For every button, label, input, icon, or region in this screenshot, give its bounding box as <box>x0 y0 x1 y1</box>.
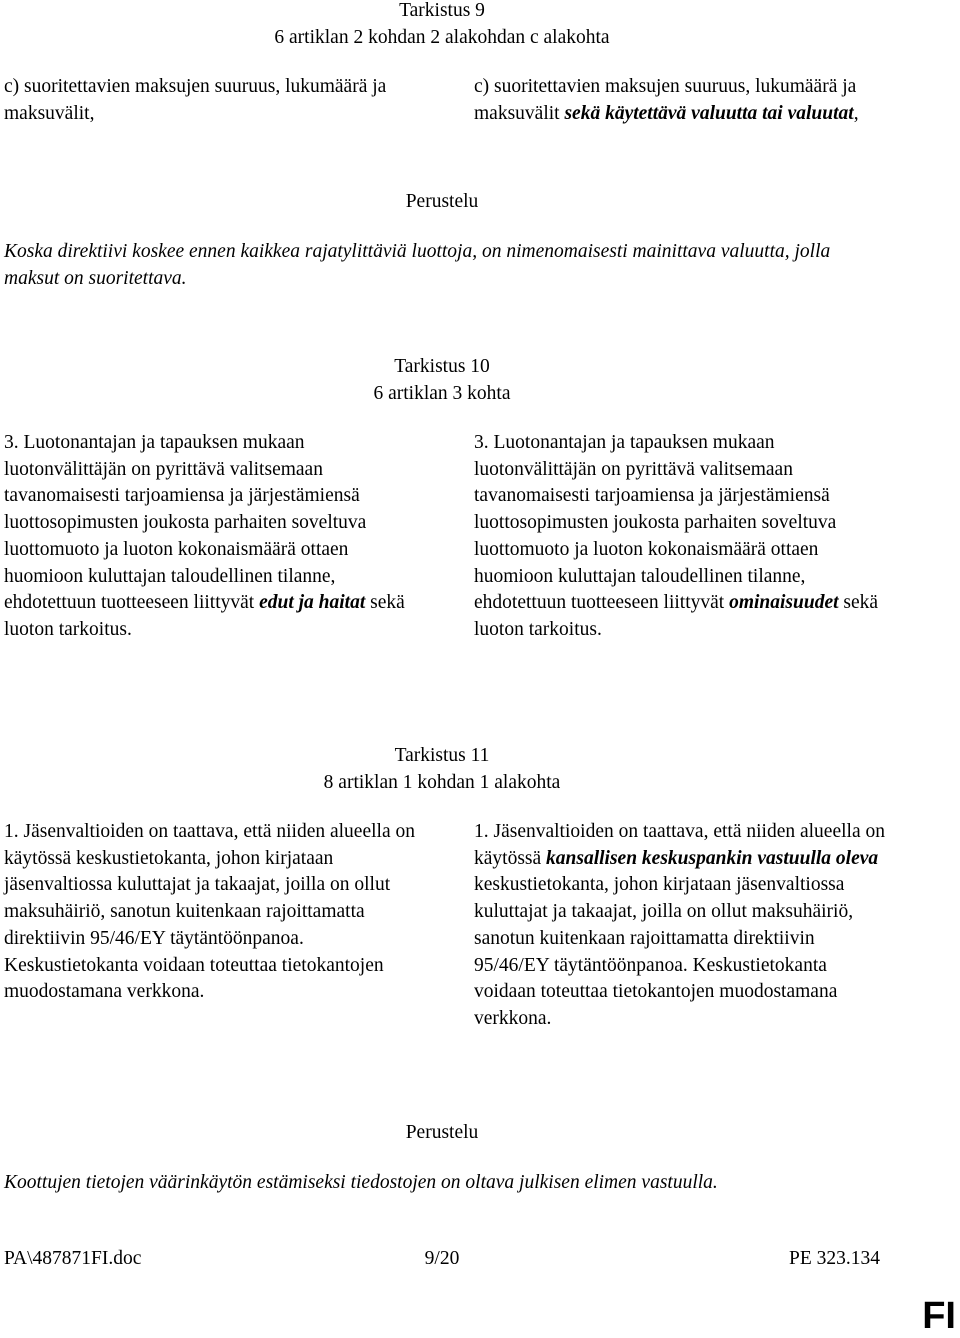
amendment-9-subtitle: 6 artiklan 2 kohdan 2 alakohdan c alakohta <box>274 27 610 48</box>
amendment-11-amended-after: keskustietokanta, johon kirjataan jäsenvaltiossa kuluttajat ja takaajat, joilla on ollut maksuhäiriö, sanotun kuitenkaan rajoittamatta direktiivin 95/46/EY täytäntöönpanoa. Keskustietokanta voidaan toteuttaa tietokantojen muodostamana verkkona. <box>474 874 854 1029</box>
amendment-10-amended-after: sekä luoton tarkoitus. <box>474 592 879 640</box>
amendment-9-original-text: c) suoritettavien maksujen suuruus, lukumäärä ja maksuvälit, <box>4 76 387 124</box>
amendment-9-amended-plain: c) suoritettavien maksujen suuruus, lukumäärä ja maksuvälit <box>474 76 857 124</box>
amendment-11-justification-heading: Perustelu <box>405 1122 479 1143</box>
amendment-10-amended-before: 3. Luotonantajan ja tapauksen mukaan luotonvälittäjän on pyrittävä valitsemaan tavanomaisesti tarjoamiensa ja järjestämiensä luottosopimusten joukosta parhaiten soveltuva luottomuoto ja luoton kokonaismäärä ottaen huomioon kuluttajan taloudellinen tilanne, ehdotettuun tuotteeseen liittyvät <box>474 432 837 614</box>
amendment-9-amended-end: , <box>853 102 859 124</box>
amendment-10-title: Tarkistus 10 <box>394 356 490 377</box>
amendment-11-title: Tarkistus 11 <box>394 745 490 766</box>
amendment-11-original-text: 1. Jäsenvaltioiden on taattava, että niiden alueella on käytössä keskustietokanta, johon kirjataan jäsenvaltiossa kuluttajat ja takaajat, joilla on ollut maksuhäiriö, sanotun kuitenkaan rajoittamatta direktiivin 95/46/EY täytäntöönpanoa. Keskustietokanta voidaan toteuttaa tietokantojen muodostamana verkkona. <box>4 821 415 1003</box>
amendment-10-subtitle: 6 artiklan 3 kohta <box>373 383 511 404</box>
amendment-9-justification: Koska direktiivi koskee ennen kaikkea rajatylittäviä luottoja, on nimenomaisesti mainittava valuutta, jolla maksut on suoritettava. <box>4 241 831 289</box>
amendment-10-original-before: 3. Luotonantajan ja tapauksen mukaan luotonvälittäjän on pyrittävä valitsemaan tavanomaisesti tarjoamiensa ja järjestämiensä luottosopimusten joukosta parhaiten soveltuva luottomuoto ja luoton kokonaismäärä ottaen huomioon kuluttajan taloudellinen tilanne, ehdotettuun tuotteeseen liittyvät <box>4 432 367 614</box>
footer-page-number: 9/20 <box>424 1248 460 1269</box>
footer-pe-ref: PE 323.134 <box>788 1248 880 1269</box>
footer-doc-ref: PA\487871FI.doc <box>4 1248 142 1269</box>
amendment-11-amended-before: 1. Jäsenvaltioiden on taattava, että niiden alueella on käytössä <box>474 821 885 869</box>
amendment-10-amended-text <box>474 430 894 644</box>
amendment-11-amended-change: kansallisen keskuspankin vastuulla oleva <box>546 847 879 869</box>
amendment-10-original-change: edut ja haitat <box>259 592 366 614</box>
amendment-10-original-after: sekä luoton tarkoitus. <box>4 592 405 640</box>
amendment-11-amended-text <box>474 819 889 1033</box>
amendment-10-amended-change: ominaisuudet <box>729 592 839 614</box>
amendment-11-subtitle: 8 artiklan 1 kohdan 1 alakohta <box>323 772 561 793</box>
amendment-11-justification: Koottujen tietojen väärinkäytön estämiseksi tiedostojen on oltava julkisen elimen vastuulla. <box>4 1172 718 1193</box>
amendment-9-justification-heading: Perustelu <box>405 191 479 212</box>
language-code: FI <box>922 1295 956 1337</box>
amendment-9-title: Tarkistus 9 <box>399 0 485 21</box>
amendment-9-amended-text <box>474 74 874 127</box>
amendment-10-original-text <box>4 430 424 644</box>
amendment-9-amended-change: sekä käytettävä valuutta tai valuutat <box>564 102 854 124</box>
